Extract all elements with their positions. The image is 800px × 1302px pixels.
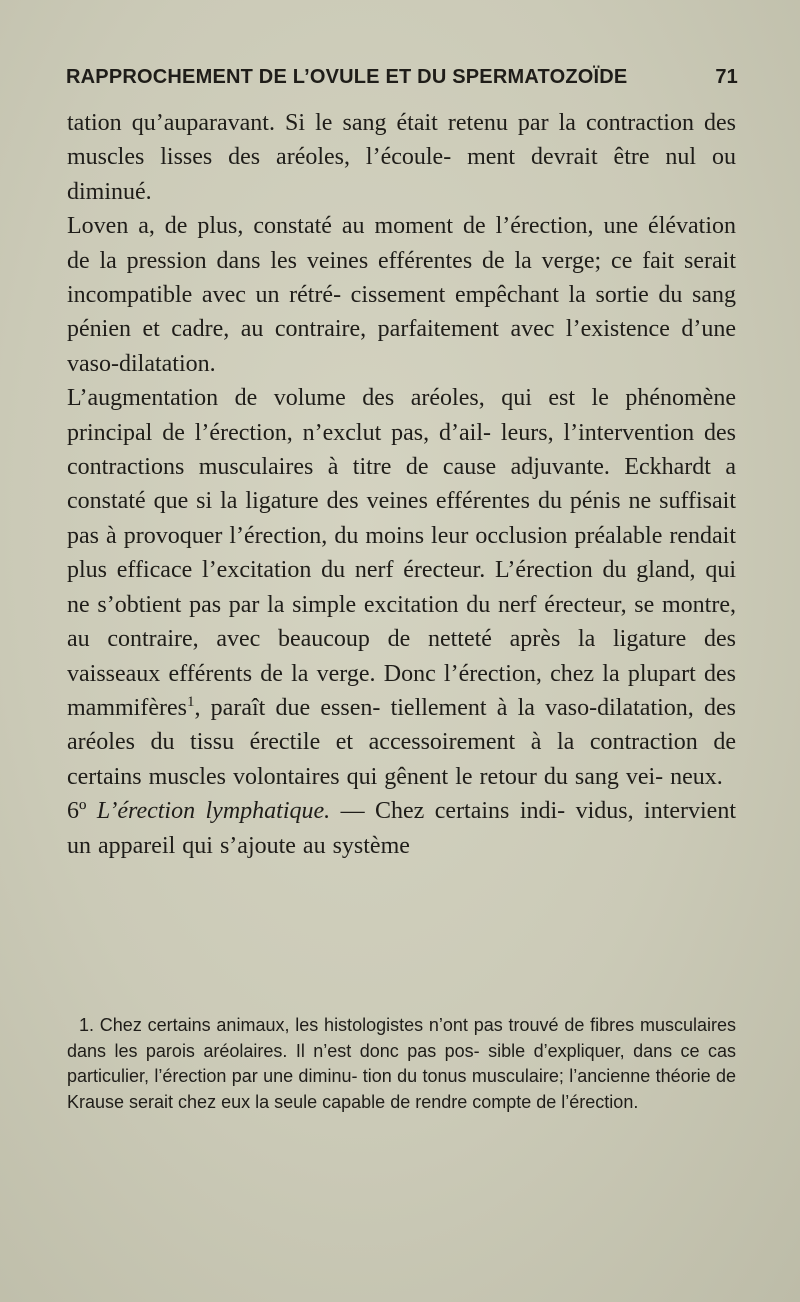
paragraph-1: tation qu’auparavant. Si le sang était retenu par la contraction des muscles lisses des aréoles, l’écoule- ment devrait être nul ou diminué. <box>67 110 736 205</box>
body-text <box>67 106 736 863</box>
section-text: — Chez certains indi- vidus, intervient un appareil qui s’ajoute au système <box>67 798 736 859</box>
section-6 <box>67 794 736 863</box>
footnotes <box>67 1013 736 1115</box>
paragraph-3-part-1: L’augmentation de volume des aréoles, qui est le phénomène principal de l’érection, n’exclut pas, d’ail- leurs, l’intervention des contractions musculaires à titre de cause adjuvante. Eckhardt a constaté que si la ligature des veines efférentes du pénis ne suffisait pas à provoquer l’érection, du moins leur occlusion préalable rendait plus efficace l’excitation du nerf érecteur. L’érection du gland, qui ne s’obtient pas par la simple excitation du nerf érecteur, se montre, au contraire, avec beaucoup de netteté après la ligature des vaisseaux efférents de la verge. Donc l’érection, <box>67 385 736 687</box>
running-title: RAPPROCHEMENT DE L’OVULE ET DU SPERMATOZOÏDE <box>66 66 628 88</box>
footnote-reference: 1 <box>186 693 195 710</box>
paragraph-3-before-note: chez la plupart des mammifères <box>67 660 737 721</box>
section-number: 6º <box>67 798 87 825</box>
paragraph-2: Loven a, de plus, constaté au moment de l’érection, une élévation de la pression dans les veines efférentes de la verge; ce fait serait incompatible avec un rétré- cissement empêchant la sortie du sang pénien et cadre, au contraire, parfaitement avec l’existence d’une vaso-dilatation. <box>67 213 736 377</box>
section-title: L’érection lymphatique. <box>96 798 331 825</box>
running-head <box>66 66 738 96</box>
paragraph-3-after-note: , paraît due essen- tiellement à la vaso-dilatation, des aréoles du tissu érectile et accessoirement à la contraction de certains muscles volontaires qui gênent le retour du sang vei- neux. <box>67 694 736 790</box>
footnote-1: 1. Chez certains animaux, les histologistes n’ont pas trouvé de fibres musculaires dans les parois aréolaires. Il n’est donc pas pos- sible d’expliquer, dans ce cas particulier, l’érection par une diminu- tion du tonus musculaire; l’ancienne théorie de Krause serait chez eux la seule capable de rendre compte de l’érection. <box>67 1015 736 1112</box>
paragraph-3 <box>67 381 736 794</box>
page-number: 71 <box>715 66 738 88</box>
